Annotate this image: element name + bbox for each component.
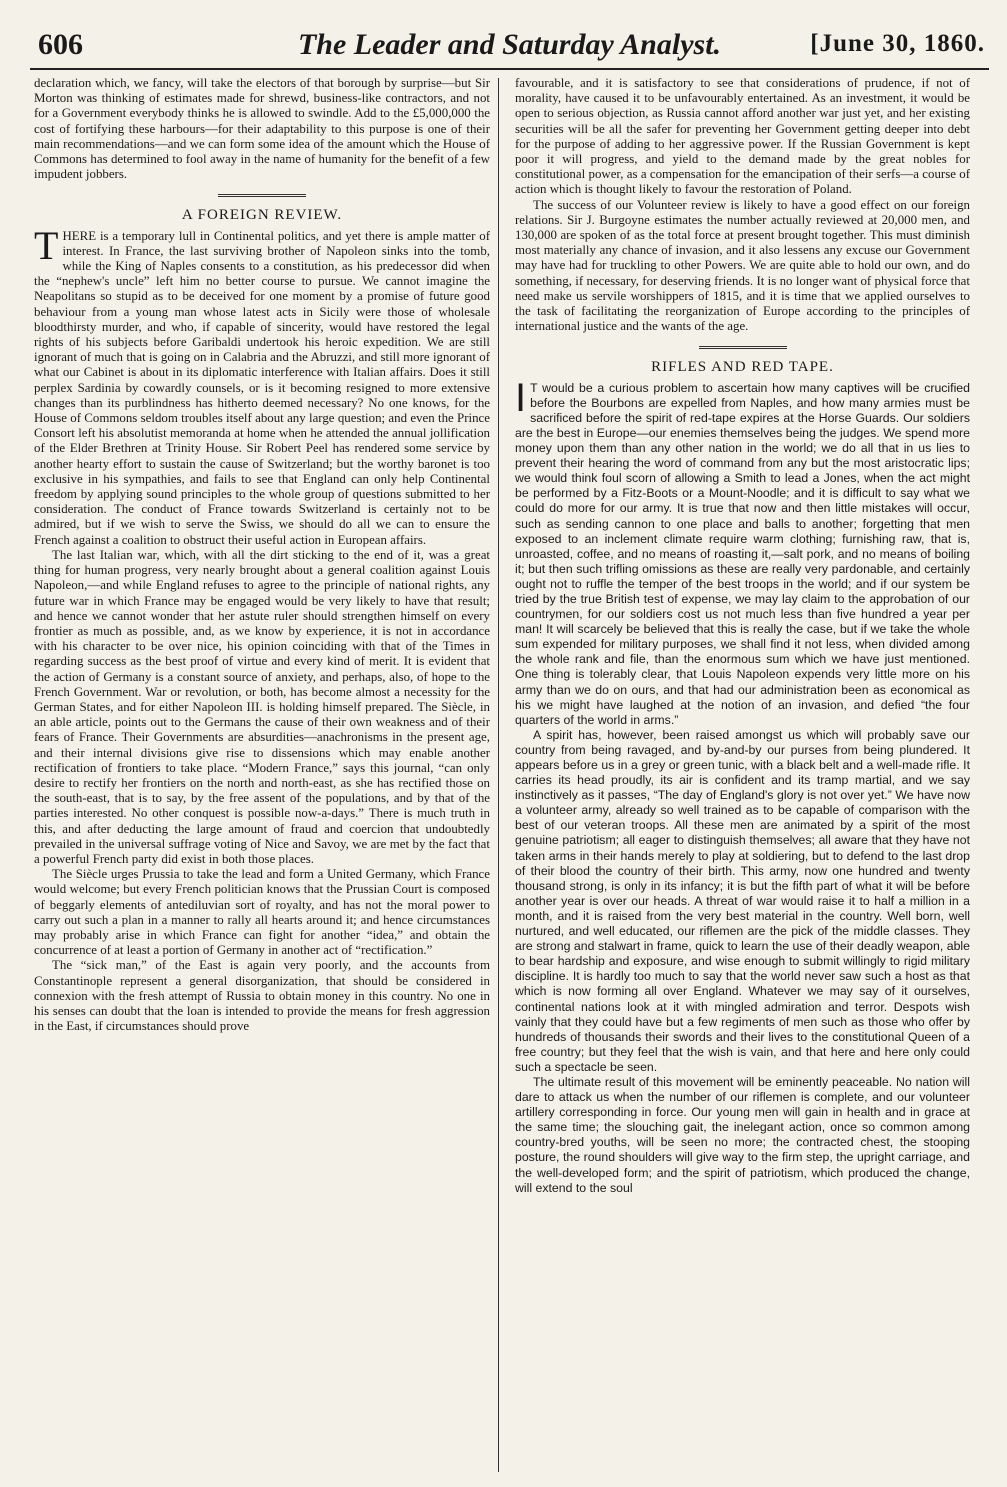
drop-cap: T xyxy=(34,222,59,268)
paragraph-text: HERE is a temporary lull in Continental politics, and yet there is ample matter of interest. In France, the last surviving brother of Napoleon sinks into the tomb, while the King of Naples consents to a constitution, as his predecessor did when the “nephew's uncle” left him no better course to pursue. We cannot imagine the Neapolitans so stupid as to be deceived for one moment by a promise of future good behaviour from a young man whose latest acts in Sicily were those of wholesale bloodthirsty murder, and who, if capable of sincerity, would have restored the legal rights of his subjects before Garibaldi undertook his heroic expedition. We are still ignorant of much that is going on in Calabria and the Abruzzi, and still more ignorant of what our Cabinet is about in its diplomatic interference with Italian affairs. Does it still perplex Sardinia by cowardly counsels, or is it becoming resigned to more extensive changes than its purblindness has hitherto deemed necessary? No one knows, for the House of Commons seldom troubles itself about any large question; and even the Prince Consort left his absolutist memoranda at home when he attended the annual jollification of the Elder Brethren at Trinity House. Sir Robert Peel has rendered some service by another hearty effort to sustain the cause of Switzerland; but the worthy baronet is too exclusive in his sympathies, and fails to see that England can only help Continental freedom by applying sound principles to the whole group of questions submitted to her consideration. The conduct of France towards Switzerland is certainly not to be admired, but if we wish to serve the Swiss, we should do all we can to ensure the French against a coalition to obstruct their useful action in European affairs. xyxy=(34,228,490,547)
section-title-rifles-red-tape: RIFLES AND RED TAPE. xyxy=(651,359,834,376)
continued-paragraph: favourable, and it is satisfactory to see that considerations of prudence, if not of morality, have caused it to be unfavourably entertained. As an investment, it would be open to serious objection, as Russia cannot afford another war just yet, and her existing securities will be all the safer for preventing her Government getting deeper into debt for the purpose of adding to her aggressive power. If the Russian Government is kept poor it will progress, and yield to the demand made by the great nobles for constitutional power, as a compensation for the emancipation of their serfs—a course of action which is thought likely to favour the restoration of Poland. xyxy=(515,76,970,197)
section-title-foreign-review: A FOREIGN REVIEW. xyxy=(181,207,343,224)
foreign-review-paragraph-2: The last Italian war, which, with all the dirt sticking to the end of it, was a great thing for human progress, very nearly brought about a general coalition against Louis Napoleon,—and while England refuses to agree to the principle of national rights, any future war in which France may be engaged would be very likely to have that result; and hence we cannot wonder that her astute ruler should strengthen himself on every frontier as much as possible, and, as we know by experience, it is not in accordance with his character to be over nice, his opinion coinciding with that of the Times in regarding success as the best proof of virtue and every kind of merit. It is evident that the action of Germany is a constant source of anxiety, and perhaps, also, of hope to the French Government. War or revolution, or both, has become almost a necessity for the German States, and for either Napoleon III. is holding himself prepared. The Siècle, in an able article, points out to the Germans the cause of their own weakness and of their fears of France. Their Governments are absurdities—anachronisms in the present age, and their internal divisions give rise to dissensions which may enable another rectification of frontiers to take place. “Modern France,” says this journal, “can only desire to rectify her frontiers on the north and north-east, as she has rectified those on the south-east, that is to say, by the free assent of the populations, and by that of the parties interested. No other conquest is possible now-a-days.” There is much truth in this, and after deducting the large amount of fraud and coercion that undoubtedly prevailed in the universal suffrage voting of Nice and Savoy, we are met by the fact that a powerful French party did exist in both those places. xyxy=(34,547,490,866)
rifles-paragraph-2: A spirit has, however, been raised amongst us which will probably save our country from being ravaged, and by-and-by our purses from being plundered. It appears before us in a grey or green tunic, with a black belt and a well-made rifle. It carries its head proudly, its air is confident and its tramp martial, and we say instinctively as it passes, “The day of England's glory is not over yet.” We have now a volunteer army, already so well trained as to be capable of comparison with the best of our veteran troops. All these men are animated by a spirit of the most genuine patriotism; all eager to distinguish themselves; all aware that they have not taken arms in their hands merely to play at soldiering, but to defend to the last drop of their blood the country of their birth. This army, now one hundred and twenty thousand strong, is only in its infancy; it is but the fifth part of what it will be before another year is over our heads. A threat of war would raise it to half a million in a month, and it is raised from the very best material in the country. Well born, well nurtured, and well educated, our riflemen are the pick of the middle classes. They are strong and stalwart in frame, quick to learn the use of their deadly weapon, able to bear hardship and exposure, and wise enough to submit willingly to rigid military discipline. It is hardly too much to say that the world never saw such a host as that which is now forming all over England. Whatever we may say of it ourselves, continental nations look at it with mingled admiration and terror. Despots wish vainly that they could have but a few regiments of men such as those who offer by hundreds of thousands their swords and their lives to the constitutional Queen of a free country; but they feel that the wish is vain, and that here and here only could such a spectacle be seen. xyxy=(515,727,970,1074)
issue-date: [June 30, 1860. xyxy=(810,30,985,57)
masthead-title: The Leader and Saturday Analyst. xyxy=(297,28,722,61)
volunteer-review-paragraph: The success of our Volunteer review is likely to have a good effect on our foreign relations. Sir J. Burgoyne estimates the number actually reviewed at 20,000 men, and 130,000 are spoken of as the total force at present brought together. This must diminish most materially any chance of invasion, and it also lessens any excuse our Government may have had for truckling to other Powers. We are quite able to hold our own, and do something, if necessary, for deserving friends. It is no longer want of physical force that need make us servile worshippers of 1815, and it is time that we applied ourselves to the task of facilitating the reorganization of Europe according to the principles of international justice and the wants of the age. xyxy=(515,197,970,334)
foreign-review-paragraph-3: The Siècle urges Prussia to take the lead and form a United Germany, which France would welcome; but every French politician knows that the Prussian Court is composed of beggarly elements of antediluvian sort of royalty, and has not the moral power to carry out such a plan in a manner to rally all hearts around it; and hence circumstances may probably arise in which France can fight for another “idea,” and obtain the concurrence of at least a portion of Germany in another act of “rectification.” xyxy=(34,867,490,958)
section-divider xyxy=(699,346,787,351)
rifles-paragraph-1 xyxy=(515,375,970,728)
intro-paragraph: declaration which, we fancy, will take the electors of that borough by surprise—but Sir Morton was thinking of estimates made for shrewd, business-like contractors, and not for a Government everybody thinks he is allowed to swindle. Add to the £5,000,000 the cost of fortifying these harbours—for their adaptability to this purpose is one of their main recommendations—and we can form some idea of the amount which the House of Commons has determined to fool away in the name of humanity for the benefit of a few impudent jobbers. xyxy=(34,76,490,182)
foreign-review-paragraph-4: The “sick man,” of the East is again very poorly, and the accounts from Constantinople represent a general disorganization, that should be considered in connexion with the fresh attempt of Russia to obtain money in this country. No one in his senses can doubt that the loan is intended to provide the means for fresh aggression in the East, if circumstances should prove xyxy=(34,958,490,1034)
page-header xyxy=(30,12,989,70)
rifles-article-body xyxy=(515,375,970,1196)
drop-cap: I xyxy=(515,375,527,420)
column-divider xyxy=(498,78,499,1472)
paragraph-text: T would be a curious problem to ascertain how many captives will be crucified before the Bourbons are expelled from Naples, and how many armies must be sacrificed before the spirit of red-tape expires at the Horse Guards. Our soldiers are the best in Europe—our enemies themselves being the judges. We spend more money upon them than any other nation in the world; we do all that in us lies to prevent their hearing the word of command from any but the most aristocratic lips; we would think foul scorn of allowing a Smith to lead a Jones, when the act might be performed by a Fitz-Boots or a Mount-Noodle; and it is difficult to say what we could do more for our army. It is true that now and then little mistakes will occur, such as sending cannon to one place and balls to another; forgetting that men exposed to an inclement climate require warm clothing; furnishing raw, that is, unroasted, coffee, and no means of roasting it,—salt pork, and no means of boiling it; but then such trifling omissions as these are really very pardonable, and certainly ought not to ruffle the temper of the best troops in the world; and if our system be tried by the true British test of expense, we may lay claim to the approbation of our countrymen, for our soldiers cost us not much less than five hundred a year per man! It will scarcely be believed that this is really the case, but if we take the whole sum expended for military purposes, we shall find it not less, when divided among the whole rank and file, than the enormous sum which we have just mentioned. One thing is tolerably clear, that Louis Napoleon expends very little more on his army than we do on ours, and that had our administration been as economical as his we might have laughed at the notion of an invasion, and defied “the four quarters of the world in arms.” xyxy=(515,380,970,727)
right-column xyxy=(515,76,970,1474)
section-divider xyxy=(218,194,306,199)
page-number: 606 xyxy=(38,28,83,61)
left-column xyxy=(34,76,490,1474)
foreign-review-paragraph-1 xyxy=(34,222,490,548)
rifles-paragraph-3: The ultimate result of this movement will be eminently peaceable. No nation will dare to attack us when the number of our riflemen is complete, and our volunteer artillery corresponding in force. Our young men will gain in health and in grace at the same time; the slouching gait, the inelegant action, once so common among country-bred youths, will be seen no more; the contracted chest, the stooping posture, the round shoulders will give way to the firm step, the upright carriage, and the well-developed form; and the spirit of patriotism, which produced the change, will extend to the soul xyxy=(515,1074,970,1195)
